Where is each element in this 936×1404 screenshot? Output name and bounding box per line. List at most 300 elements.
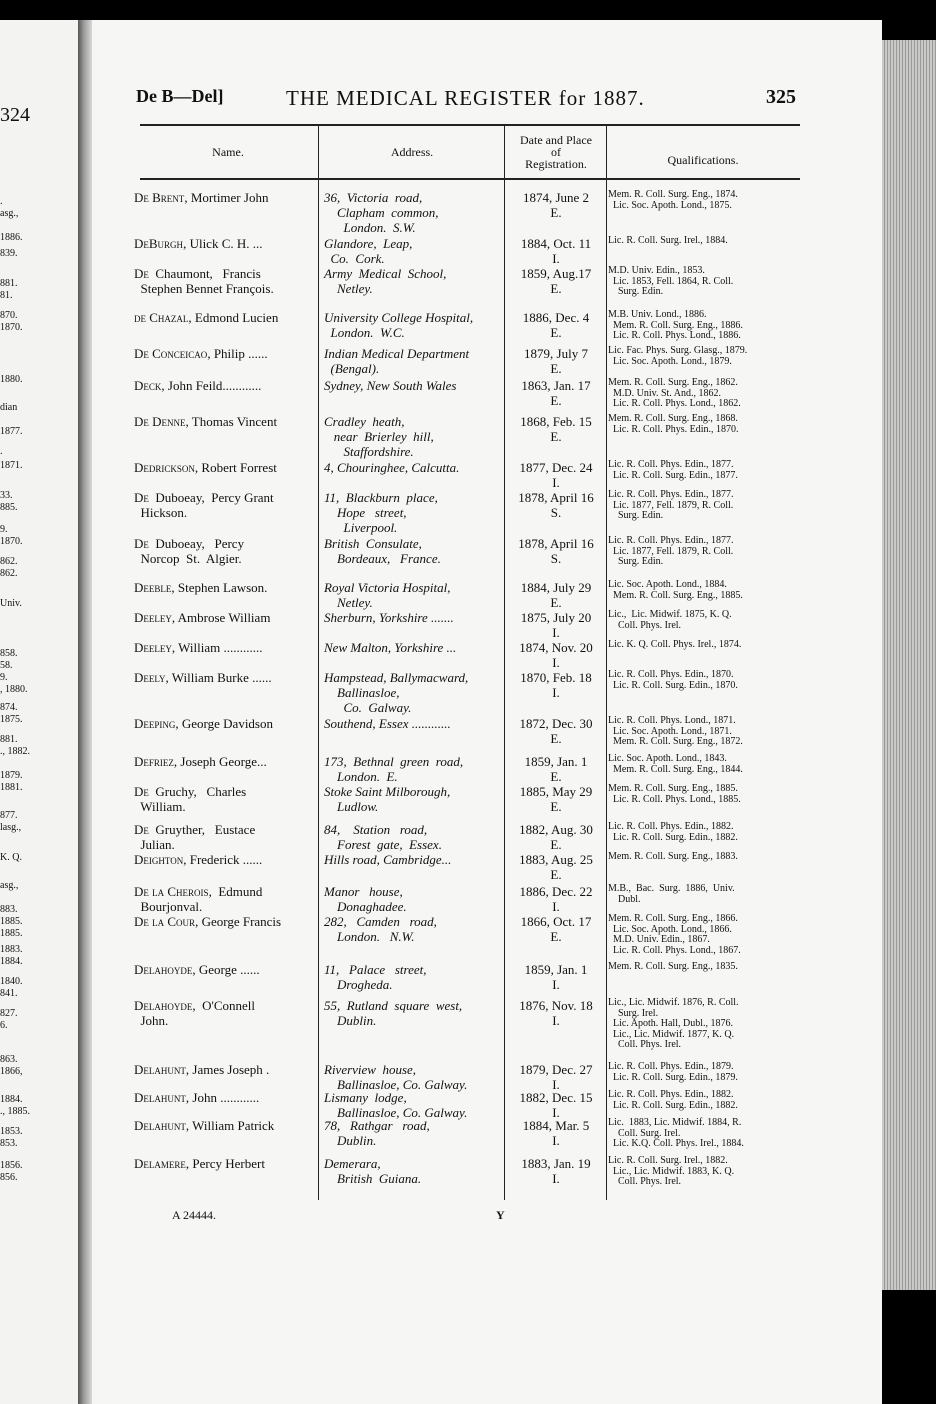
entry-address bbox=[324, 490, 502, 535]
left-margin-fragment: ., 1885. bbox=[0, 1106, 30, 1117]
entry-qualifications bbox=[608, 414, 788, 435]
entry-address-line: Liverpool. bbox=[324, 520, 398, 535]
entry-address bbox=[324, 610, 502, 625]
left-margin-fragment: 841. bbox=[0, 988, 18, 999]
entry-date-line: 1863, Jan. 17 bbox=[521, 378, 591, 393]
entry-address-line: Ludlow. bbox=[324, 799, 379, 814]
entry-address-line: near Brierley hill, bbox=[324, 429, 434, 444]
entry-name bbox=[134, 490, 314, 520]
entry-name bbox=[134, 536, 314, 566]
entry-date bbox=[508, 236, 604, 266]
entry-address bbox=[324, 1118, 502, 1148]
entry-date-line: 1866, Oct. 17 bbox=[520, 914, 592, 929]
entry-address bbox=[324, 266, 502, 296]
entry-qual-line: Lic. Soc. Apoth. Lond., 1871. bbox=[608, 725, 732, 737]
entry-name bbox=[134, 236, 314, 251]
entry-name-line: Hickson. bbox=[134, 505, 188, 520]
entry-address bbox=[324, 346, 502, 376]
entry-qual-line: Lic. 1853, Fell. 1864, R. Coll. bbox=[608, 275, 734, 287]
footer-mark: Y bbox=[496, 1208, 505, 1222]
entry-qual-line: Mem. R. Coll. Surg. Eng., 1872. bbox=[608, 736, 743, 747]
entry-qual-line: Dubl. bbox=[608, 893, 641, 905]
entry-name bbox=[134, 1156, 314, 1171]
entry-address bbox=[324, 998, 502, 1028]
left-margin-fragment: 874. bbox=[0, 702, 18, 713]
entry-qual-line: Mem. R. Coll. Surg. Eng., 1883. bbox=[608, 851, 738, 862]
entry-name-line: Bourjonval. bbox=[134, 899, 203, 914]
entry-address bbox=[324, 236, 502, 266]
entry-address-line: Demerara, bbox=[324, 1156, 381, 1171]
left-margin-fragment: 858. bbox=[0, 648, 18, 659]
entry-name-line: Defriez, Joseph George... bbox=[134, 754, 267, 769]
left-margin-fragment: 1866, bbox=[0, 1066, 23, 1077]
entry-qual-line: Lic. R. Coll. Phys. Edin., 1877. bbox=[608, 535, 734, 546]
column-header-date-line3: Registration. bbox=[525, 157, 587, 171]
page-edges bbox=[876, 40, 936, 1290]
entry-date-line: 1879, Dec. 27 bbox=[519, 1062, 593, 1077]
entry-date-line: 1884, Mar. 5 bbox=[522, 1118, 590, 1133]
left-margin-fragment: asg., bbox=[0, 880, 19, 891]
entry-date-line: 1876, Nov. 18 bbox=[519, 998, 593, 1013]
entry-name-line: Deeley, Ambrose William bbox=[134, 610, 271, 625]
entry-address-line: 84, Station road, bbox=[324, 822, 428, 837]
entry-address-line: Southend, Essex ............ bbox=[324, 716, 451, 731]
entry-qualifications bbox=[608, 822, 788, 843]
entry-date bbox=[508, 998, 604, 1028]
entry-date bbox=[508, 716, 604, 746]
entry-qual-line: Mem. R. Coll. Surg. Eng., 1885. bbox=[608, 783, 738, 794]
entry-address bbox=[324, 580, 502, 610]
entry-name bbox=[134, 460, 314, 475]
entry-name-line: De Gruchy, Charles bbox=[134, 784, 247, 799]
left-margin-fragment: 1870. bbox=[0, 536, 23, 547]
entry-qualifications bbox=[608, 998, 788, 1051]
entry-address bbox=[324, 536, 502, 566]
entry-qual-line: Lic. R. Coll. Phys. Edin., 1877. bbox=[608, 489, 734, 500]
left-margin-fragment: , 1880. bbox=[0, 684, 28, 695]
entry-name bbox=[134, 190, 314, 205]
entry-date bbox=[508, 310, 604, 340]
entry-address bbox=[324, 852, 502, 867]
entry-date bbox=[508, 610, 604, 640]
left-margin-fragment: 1840. bbox=[0, 976, 23, 987]
entry-name-line: Deck, John Feild............ bbox=[134, 378, 262, 393]
entry-qual-line: Lic. Soc. Apoth. Lond., 1875. bbox=[608, 199, 732, 211]
entry-address-line: Cradley heath, bbox=[324, 414, 405, 429]
left-margin-fragment: 1877. bbox=[0, 426, 23, 437]
entry-qual-line: Mem. R. Coll. Surg. Eng., 1874. bbox=[608, 189, 738, 200]
entry-qual-line: Lic. R. Coll. Phys. Edin., 1877. bbox=[608, 459, 734, 470]
entry-address-line: 173, Bethnal green road, bbox=[324, 754, 464, 769]
entry-address-line: London. W.C. bbox=[324, 325, 405, 340]
entry-qual-line: Mem. R. Coll. Surg. Eng., 1862. bbox=[608, 377, 738, 388]
entry-address-line: Manor house, bbox=[324, 884, 403, 899]
entry-date-line: 1872, Dec. 30 bbox=[519, 716, 593, 731]
left-margin-fragment: 877. bbox=[0, 810, 18, 821]
column-divider-2 bbox=[504, 124, 505, 1200]
entry-date-line: 1879, July 7 bbox=[524, 346, 588, 361]
entry-date-line: E. bbox=[550, 281, 562, 296]
entry-address-line: Clapham common, bbox=[324, 205, 439, 220]
entry-address-line: Stoke Saint Milborough, bbox=[324, 784, 451, 799]
entry-address bbox=[324, 190, 502, 235]
entry-qual-line: Lic. K.Q. Coll. Phys. Irel., 1884. bbox=[608, 1138, 744, 1149]
left-margin-fragment: 881. bbox=[0, 734, 18, 745]
entry-address-line: Ballinasloe, bbox=[324, 685, 400, 700]
entry-name-line: Dedrickson, Robert Forrest bbox=[134, 460, 277, 475]
entry-address bbox=[324, 784, 502, 814]
entry-qual-line: Lic. K. Q. Coll. Phys. Irel., 1874. bbox=[608, 639, 742, 650]
entry-qual-line: Lic. R. Coll. Surg. Edin., 1877. bbox=[608, 469, 738, 481]
entry-name-line: Deeping, George Davidson bbox=[134, 716, 273, 731]
entry-date-line: S. bbox=[550, 505, 562, 520]
column-header-date bbox=[506, 134, 606, 170]
entry-name-line: William. bbox=[134, 799, 186, 814]
left-margin-fragment: 1853. bbox=[0, 1126, 23, 1137]
header-range: De B—Del] bbox=[136, 86, 224, 106]
left-margin-fragment: 1883. bbox=[0, 944, 23, 955]
entry-address-line: Drogheda. bbox=[324, 977, 393, 992]
entry-name bbox=[134, 1090, 314, 1105]
entry-address-line: Sydney, New South Wales bbox=[324, 378, 457, 393]
left-margin-fragment: 1886. bbox=[0, 232, 23, 243]
entry-qual-line: Lic. R. Coll. Surg. Edin., 1882. bbox=[608, 1099, 738, 1111]
entry-date bbox=[508, 536, 604, 566]
entry-date-line: 1882, Aug. 30 bbox=[519, 822, 593, 837]
entry-qual-line: Mem. R. Coll. Surg. Eng., 1885. bbox=[608, 589, 743, 601]
entry-name-line: De Duboeay, Percy Grant bbox=[134, 490, 274, 505]
entry-date bbox=[508, 784, 604, 814]
entry-name-line: De Brent, Mortimer John bbox=[134, 190, 269, 205]
entry-address-line: 282, Camden road, bbox=[324, 914, 437, 929]
entry-name-line: De Chaumont, Francis bbox=[134, 266, 261, 281]
entry-name-line: Delamere, Percy Herbert bbox=[134, 1156, 265, 1171]
entry-date bbox=[508, 884, 604, 914]
entry-qual-line: M.D. Univ. Edin., 1853. bbox=[608, 265, 705, 276]
entry-name bbox=[134, 640, 314, 655]
entry-qualifications bbox=[608, 266, 788, 298]
entry-name bbox=[134, 610, 314, 625]
left-margin-fragment: 863. bbox=[0, 1054, 18, 1065]
entry-date-line: S. bbox=[550, 551, 562, 566]
left-margin-fragment: 1885. bbox=[0, 916, 23, 927]
entry-date bbox=[508, 962, 604, 992]
left-margin-fragment: 853. bbox=[0, 1138, 18, 1149]
entry-date-line: 1883, Jan. 19 bbox=[521, 1156, 591, 1171]
entry-qual-line: Mem. R. Coll. Surg. Eng., 1886. bbox=[608, 319, 743, 331]
entry-name-line: Deighton, Frederick ...... bbox=[134, 852, 263, 867]
entry-qualifications bbox=[608, 460, 788, 481]
entry-qual-line: Lic. 1877, Fell. 1879, R. Coll. bbox=[608, 499, 734, 511]
entry-date bbox=[508, 266, 604, 296]
entry-address bbox=[324, 640, 502, 655]
entry-address bbox=[324, 1156, 502, 1186]
entry-qualifications bbox=[608, 884, 788, 905]
entry-date bbox=[508, 852, 604, 882]
entry-qual-line: Coll. Phys. Irel. bbox=[608, 619, 682, 631]
entry-name bbox=[134, 1118, 314, 1133]
left-margin-fragment: 856. bbox=[0, 1172, 18, 1183]
left-margin-fragment: 885. bbox=[0, 502, 18, 513]
entry-qual-line: Lic. Soc. Apoth. Lond., 1884. bbox=[608, 579, 727, 590]
entry-qual-line: Lic. Soc. Apoth. Lond., 1879. bbox=[608, 355, 732, 367]
entry-address-line: Bordeaux, France. bbox=[324, 551, 441, 566]
entry-qual-line: Lic. R. Coll. Phys. Edin., 1870. bbox=[608, 423, 739, 435]
entry-qual-line: Lic. R. Coll. Surg. Edin., 1882. bbox=[608, 831, 738, 843]
entry-qualifications bbox=[608, 346, 788, 367]
entry-address bbox=[324, 962, 502, 992]
entry-address-line: British Guiana. bbox=[324, 1171, 422, 1186]
entry-date bbox=[508, 414, 604, 444]
left-margin-fragment: 1856. bbox=[0, 1160, 23, 1171]
entry-date-line: 1870, Feb. 18 bbox=[520, 670, 592, 685]
left-margin-fragment: 58. bbox=[0, 660, 13, 671]
entry-date bbox=[508, 670, 604, 700]
entry-qualifications bbox=[608, 378, 788, 410]
entry-qualifications bbox=[608, 236, 788, 247]
entry-name bbox=[134, 346, 314, 361]
entry-qual-line: Mem. R. Coll. Surg. Eng., 1835. bbox=[608, 961, 738, 972]
entry-name-line: De la Cherois, Edmund bbox=[134, 884, 263, 899]
entry-name bbox=[134, 580, 314, 595]
entry-date-line: E. bbox=[550, 867, 562, 882]
entry-address bbox=[324, 822, 502, 852]
entry-address bbox=[324, 914, 502, 944]
entry-qualifications bbox=[608, 716, 788, 748]
entry-date bbox=[508, 1090, 604, 1120]
entry-address-line: Dublin. bbox=[324, 1133, 377, 1148]
entry-qual-line: Lic. 1883, Lic. Midwif. 1884, R. bbox=[608, 1117, 742, 1128]
left-margin-fragment: 827. bbox=[0, 1008, 18, 1019]
entry-qual-line: Lic. Soc. Apoth. Lond., 1866. bbox=[608, 923, 732, 935]
entry-address-line: Ballinasloe, Co. Galway. bbox=[324, 1105, 468, 1120]
left-margin-fragment: 81. bbox=[0, 290, 13, 301]
column-header-date-line1: Date and Place bbox=[520, 133, 592, 147]
entry-name bbox=[134, 754, 314, 769]
entry-date-line: I. bbox=[552, 685, 560, 700]
entry-name-line: Delahunt, John ............ bbox=[134, 1090, 260, 1105]
entry-date bbox=[508, 754, 604, 784]
entry-address-line: Forest gate, Essex. bbox=[324, 837, 442, 852]
entry-name bbox=[134, 962, 314, 977]
entry-qualifications bbox=[608, 536, 788, 568]
entry-name bbox=[134, 914, 314, 929]
entry-qual-line: Lic. R. Coll. Phys. Edin., 1870. bbox=[608, 669, 734, 680]
entry-address-line: 36, Victoria road, bbox=[324, 190, 423, 205]
entry-address-line: Lismany lodge, bbox=[324, 1090, 407, 1105]
entry-qual-line: Lic. R. Coll. Phys. Lond., 1871. bbox=[608, 715, 736, 726]
left-margin-fragment: asg., bbox=[0, 208, 19, 219]
left-margin-fragment: 1875. bbox=[0, 714, 23, 725]
entry-date bbox=[508, 914, 604, 944]
column-header-name: Name. bbox=[212, 145, 244, 159]
left-margin-fragment: dian bbox=[0, 402, 18, 413]
entry-date-line: 1859, Aug.17 bbox=[520, 266, 592, 281]
entry-address-line: Hills road, Cambridge... bbox=[324, 852, 452, 867]
entry-address-line: 4, Chouringhee, Calcutta. bbox=[324, 460, 460, 475]
entry-date-line: 1886, Dec. 4 bbox=[522, 310, 590, 325]
entry-qual-line: Lic. R. Coll. Surg. Irel., 1882. bbox=[608, 1155, 728, 1166]
left-margin-fragment: 839. bbox=[0, 248, 18, 259]
entry-qual-line: Coll. Phys. Irel. bbox=[608, 1176, 682, 1187]
entry-qualifications bbox=[608, 190, 788, 211]
entry-name-line: John. bbox=[134, 1013, 169, 1028]
entry-address-line: Riverview house, bbox=[324, 1062, 417, 1077]
entry-date-line: I. bbox=[552, 251, 560, 266]
entry-name-line: Stephen Bennet François. bbox=[134, 281, 274, 296]
entry-address bbox=[324, 378, 502, 393]
entry-qual-line: Coll. Surg. Irel. bbox=[608, 1127, 681, 1139]
entry-name-line: De Denne, Thomas Vincent bbox=[134, 414, 278, 429]
entry-name bbox=[134, 822, 314, 852]
entry-date-line: I. bbox=[552, 1133, 560, 1148]
entry-qual-line: M.B., Bac. Surg. 1886, Univ. bbox=[608, 883, 735, 894]
entry-date bbox=[508, 1062, 604, 1092]
entry-qual-line: Lic. R. Coll. Phys. Lond., 1862. bbox=[608, 398, 741, 409]
entry-qualifications bbox=[608, 490, 788, 522]
entry-name bbox=[134, 1062, 314, 1077]
entry-date bbox=[508, 640, 604, 670]
entry-date-line: 1859, Jan. 1 bbox=[524, 754, 588, 769]
entry-address-line: Indian Medical Department bbox=[324, 346, 470, 361]
entry-name-line: Deely, William Burke ...... bbox=[134, 670, 272, 685]
entry-date-line: E. bbox=[550, 837, 562, 852]
entry-address bbox=[324, 414, 502, 459]
entry-date-line: 1885, May 29 bbox=[519, 784, 593, 799]
left-margin-fragment: 862. bbox=[0, 568, 18, 579]
entry-address-line: Dublin. bbox=[324, 1013, 377, 1028]
entry-address-line: British Consulate, bbox=[324, 536, 422, 551]
entry-qualifications bbox=[608, 784, 788, 805]
entry-qual-line: Surg. Edin. bbox=[608, 286, 664, 297]
entry-name bbox=[134, 884, 314, 914]
left-margin-fragment: 862. bbox=[0, 556, 18, 567]
column-header-qualifications: Qualifications. bbox=[667, 153, 739, 167]
left-margin-fragment: 9. bbox=[0, 672, 8, 683]
entry-qual-line: Lic. Soc. Apoth. Lond., 1843. bbox=[608, 753, 727, 764]
entry-date-line: 1884, Oct. 11 bbox=[520, 236, 592, 251]
entry-address-line: (Bengal). bbox=[324, 361, 380, 376]
entry-qual-line: Lic. R. Coll. Surg. Irel., 1884. bbox=[608, 235, 728, 246]
entry-date-line: E. bbox=[550, 929, 562, 944]
left-margin-fragment: 9. bbox=[0, 524, 8, 535]
entry-name-line: Delahoyde, George ...... bbox=[134, 962, 260, 977]
entry-qualifications bbox=[608, 1090, 788, 1111]
entry-date-line: I. bbox=[552, 1013, 560, 1028]
entry-qualifications bbox=[608, 670, 788, 691]
entry-qual-line: Mem. R. Coll. Surg. Eng., 1866. bbox=[608, 913, 738, 924]
entry-name-line: de Chazal, Edmond Lucien bbox=[134, 310, 279, 325]
header-rule-top bbox=[140, 124, 800, 126]
entry-address-line: Glandore, Leap, bbox=[324, 236, 413, 251]
entry-qual-line: Surg. Irel. bbox=[608, 1007, 659, 1019]
left-margin-fragment: Univ. bbox=[0, 598, 22, 609]
entry-date bbox=[508, 1156, 604, 1186]
left-margin-fragment: K. Q. bbox=[0, 852, 22, 863]
entry-name bbox=[134, 998, 314, 1028]
entry-qualifications bbox=[608, 962, 788, 973]
entry-address bbox=[324, 754, 502, 784]
entry-name bbox=[134, 716, 314, 731]
entry-date bbox=[508, 190, 604, 220]
entry-date-line: 1874, June 2 bbox=[522, 190, 590, 205]
left-margin-fragment: 881. bbox=[0, 278, 18, 289]
entry-date-line: E. bbox=[550, 595, 562, 610]
entry-address-line: University College Hospital, bbox=[324, 310, 474, 325]
entry-address-line: Co. Cork. bbox=[324, 251, 385, 266]
entry-date-line: 1877, Dec. 24 bbox=[519, 460, 593, 475]
entry-qualifications bbox=[608, 754, 788, 775]
entry-address-line: Co. Galway. bbox=[324, 700, 412, 715]
left-page-number: 324 bbox=[0, 104, 30, 126]
entry-address-line: Netley. bbox=[324, 281, 373, 296]
entry-date-line: I. bbox=[552, 1171, 560, 1186]
entry-address-line: London. S.W. bbox=[324, 220, 416, 235]
entry-date bbox=[508, 1118, 604, 1148]
entry-name bbox=[134, 852, 314, 867]
entry-date-line: I. bbox=[552, 625, 560, 640]
entry-qual-line: M.B. Univ. Lond., 1886. bbox=[608, 309, 707, 320]
entry-date-line: E. bbox=[550, 429, 562, 444]
entry-name bbox=[134, 310, 314, 325]
entry-qualifications bbox=[608, 852, 788, 863]
entry-qualifications bbox=[608, 1156, 788, 1188]
entry-date bbox=[508, 460, 604, 490]
entry-name-line: Delahunt, William Patrick bbox=[134, 1118, 275, 1133]
left-margin-fragment: 1885. bbox=[0, 928, 23, 939]
entry-date-line: 1878, April 16 bbox=[518, 536, 594, 551]
left-margin-fragment: 6. bbox=[0, 1020, 8, 1031]
entry-address-line: New Malton, Yorkshire ... bbox=[324, 640, 457, 655]
entry-address-line: 11, Palace street, bbox=[324, 962, 427, 977]
left-margin-fragment: 1881. bbox=[0, 782, 23, 793]
entry-qual-line: Lic. R. Coll. Surg. Edin., 1870. bbox=[608, 679, 738, 691]
entry-address-line: Army Medical School, bbox=[324, 266, 447, 281]
entry-address-line: Staffordshire. bbox=[324, 444, 414, 459]
left-margin-fragment: 883. bbox=[0, 904, 18, 915]
entry-address bbox=[324, 1062, 502, 1092]
entry-name-line: De Conceicao, Philip ...... bbox=[134, 346, 268, 361]
column-divider-3 bbox=[606, 124, 607, 1200]
entry-name-line: Delahoyde, O'Connell bbox=[134, 998, 256, 1013]
entry-address-line: London. N.W. bbox=[324, 929, 415, 944]
entry-qualifications bbox=[608, 310, 788, 342]
entry-qual-line: Lic. R. Coll. Phys. Edin., 1882. bbox=[608, 821, 734, 832]
left-margin-fragment: 1871. bbox=[0, 460, 23, 471]
entry-qual-line: Lic., Lic. Midwif. 1876, R. Coll. bbox=[608, 997, 739, 1008]
entry-qual-line: Surg. Edin. bbox=[608, 510, 664, 521]
entry-name bbox=[134, 670, 314, 685]
entry-date-line: 1878, April 16 bbox=[518, 490, 594, 505]
entry-date-line: I. bbox=[552, 475, 560, 490]
entry-address-line: Sherburn, Yorkshire ....... bbox=[324, 610, 454, 625]
left-page bbox=[0, 20, 78, 1404]
entry-address-line: Royal Victoria Hospital, bbox=[324, 580, 451, 595]
entry-name bbox=[134, 784, 314, 814]
entry-address-line: Ballinasloe, Co. Galway. bbox=[324, 1077, 468, 1092]
entry-qual-line: Lic. R. Coll. Phys. Edin., 1879. bbox=[608, 1061, 734, 1072]
entry-date-line: I. bbox=[552, 655, 560, 670]
entry-qualifications bbox=[608, 580, 788, 601]
entry-qual-line: Lic. R. Coll. Phys. Lond., 1885. bbox=[608, 793, 741, 805]
entry-date-line: 1883, Aug. 25 bbox=[519, 852, 593, 867]
left-margin-fragment: ., 1882. bbox=[0, 746, 30, 757]
entry-address bbox=[324, 716, 502, 731]
entry-date-line: I. bbox=[552, 977, 560, 992]
entry-date-line: I. bbox=[552, 1105, 560, 1120]
entry-date-line: 1884, July 29 bbox=[520, 580, 592, 595]
entry-date-line: 1886, Dec. 22 bbox=[519, 884, 593, 899]
